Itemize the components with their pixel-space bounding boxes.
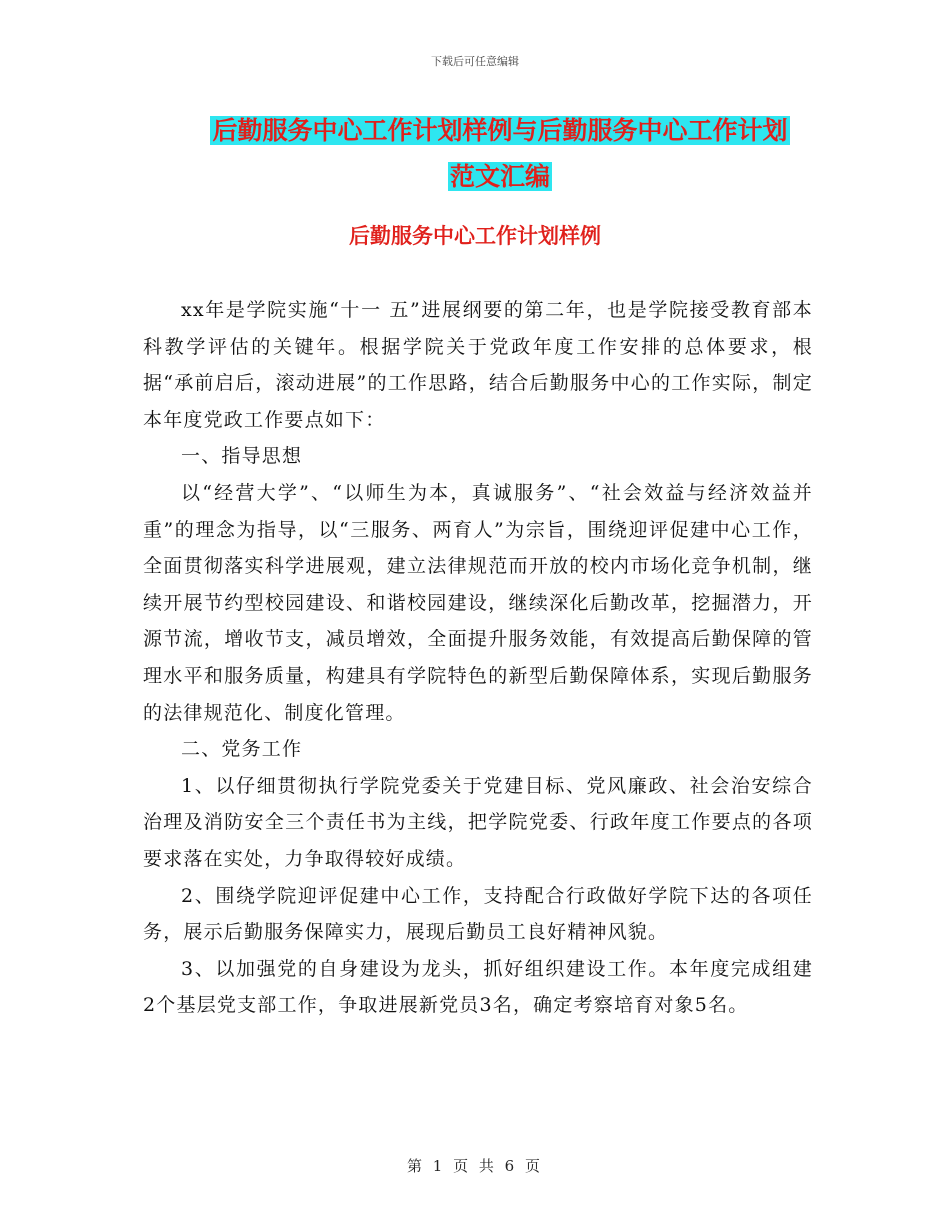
paragraph-item-2: 2、围绕学院迎评促建中心工作，支持配合行政做好学院下达的各项任务，展示后勤服务保障实力，展现后勤员工良好精神风貌。 [143,884,813,944]
document-title-line1: 后勤服务中心工作计划样例与后勤服务中心工作计划 [212,116,788,145]
document-title [140,108,860,200]
document-body [143,292,813,1024]
paragraph-item-1: 1、以仔细贯彻执行学院党委关于党建目标、党风廉政、社会治安综合治理及消防安全三个责任书为主线，把学院党委、行政年度工作要点的各项要求落在实处，力争取得较好成绩。 [143,774,813,870]
paragraph-guiding-thought: 以“经营大学”、“以师生为本，真诚服务”、“社会效益与经济效益并重”的理念为指导，以“三服务、两育人”为宗旨，围绕迎评促建中心工作，全面贯彻落实科学进展观，建立法律规范而开放的校内市场化竞争机制，继续开展节约型校园建设、和谐校园建设，继续深化后勤改革，挖掘潜力，开源节流，增收节支，减员增效，全面提升服务效能，有效提高后勤保障的管理水平和服务质量，构建具有学院特色的新型后勤保障体系，实现后勤服务的法律规范化、制度化管理。 [143,481,813,724]
page-number: 第 1 页 共 6 页 [407,1157,543,1175]
document-title-line2: 范文汇编 [449,162,550,191]
paragraph-item-3: 3、以加强党的自身建设为龙头，抓好组织建设工作。本年度完成组建2个基层党支部工作，争取进展新党员3名，确定考察培育对象5名。 [143,957,813,1017]
heading-party-work: 二、党务工作 [181,738,303,761]
section-title: 后勤服务中心工作计划样例 [349,224,601,248]
paragraph-intro: xx年是学院实施“十一 五”进展纲要的第二年，也是学院接受教育部本科教学评估的关键年。根据学院关于党政年度工作安排的总体要求，根据“承前启后，滚动进展”的工作思路，结合后勤服务中心的工作实际，制定本年度党政工作要点如下： [143,299,813,431]
heading-guiding-thought: 一、指导思想 [181,445,303,468]
header-note: 下载后可任意编辑 [431,55,519,68]
